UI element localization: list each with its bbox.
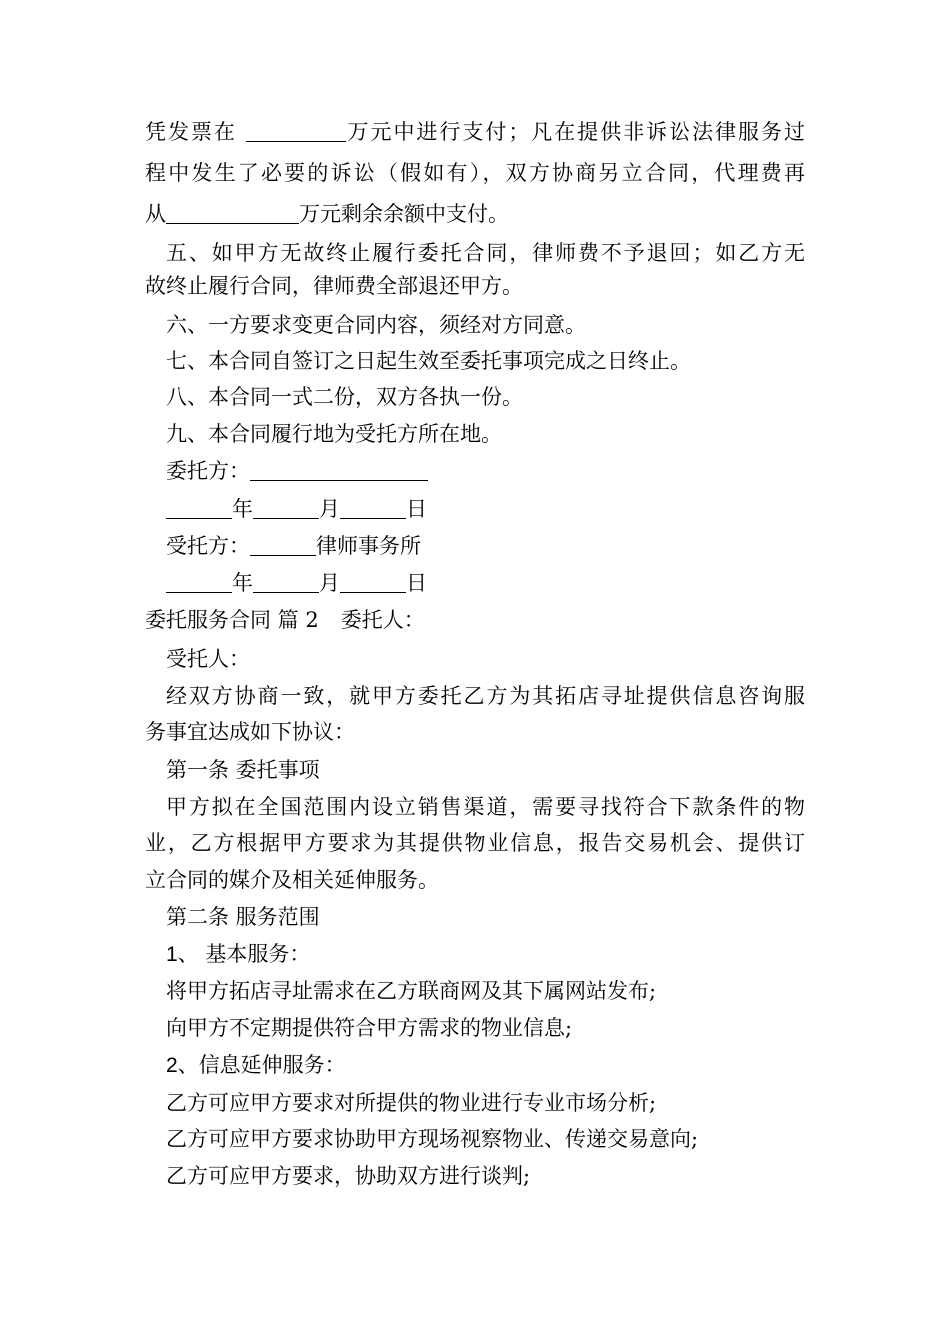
text-segment: 凭发票在	[145, 120, 237, 144]
year-label: 年	[232, 497, 253, 521]
day-blank	[340, 498, 406, 519]
article-1-line-1: 甲方拟在全国范围内设立销售渠道，需要寻找符合下款条件的物	[166, 795, 805, 819]
extended-services-title: 信息延伸服务：	[198, 1053, 346, 1077]
text-segment: 万元剩余余额中支付。	[299, 202, 509, 226]
text-segment: 从	[145, 202, 166, 226]
day-blank	[340, 572, 406, 593]
fee-paragraph-line-1	[145, 117, 805, 147]
extended-service-item-3: 乙方可应甲方要求，协助双方进行谈判;	[166, 1164, 531, 1188]
fee-paragraph-line-2: 程中发生了必要的诉讼（假如有），双方协商另立合同，代理费再	[145, 161, 805, 185]
principal-label: 委托人：	[340, 608, 425, 632]
amount-blank	[166, 203, 299, 224]
clause-7: 七、本合同自签订之日起生效至委托事项完成之日终止。	[166, 349, 691, 373]
client-signature-line	[166, 456, 428, 486]
basic-service-item-1: 将甲方拓店寻址需求在乙方联商网及其下属网站发布;	[166, 979, 657, 1003]
month-blank	[253, 498, 319, 519]
date-line-1	[166, 494, 427, 524]
day-label: 日	[406, 571, 427, 595]
year-blank	[166, 498, 232, 519]
extended-services-heading	[166, 1050, 346, 1081]
intro-line-2: 务事宜达成如下协议：	[145, 720, 355, 744]
month-blank	[253, 572, 319, 593]
client-name-blank	[250, 460, 428, 481]
article-2-title: 第二条 服务范围	[166, 905, 320, 929]
article-1-line-3: 立合同的媒介及相关延伸服务。	[145, 868, 439, 892]
agent-signature-line	[166, 531, 421, 561]
item-number: 1、	[166, 943, 199, 966]
year-blank	[166, 572, 232, 593]
agent-label-line: 受托人：	[166, 647, 250, 671]
day-label: 日	[406, 497, 427, 521]
item-number: 2、	[166, 1054, 199, 1077]
clause-9: 九、本合同履行地为受托方所在地。	[166, 422, 502, 446]
agent-name-blank	[250, 535, 316, 556]
basic-service-item-2: 向甲方不定期提供符合甲方需求的物业信息;	[166, 1016, 573, 1040]
article-1-line-2: 业，乙方根据甲方要求为其提供物业信息，报告交易机会、提供订	[145, 831, 805, 855]
clause-6: 六、一方要求变更合同内容，须经对方同意。	[166, 313, 586, 337]
clause-5-line-1: 五、如甲方无故终止履行委托合同，律师费不予退回；如乙方无	[166, 241, 805, 265]
agent-label: 受托方：	[166, 534, 250, 558]
clause-8: 八、本合同一式二份，双方各执一份。	[166, 385, 523, 409]
extended-service-item-2: 乙方可应甲方要求协助甲方现场视察物业、传递交易意向;	[166, 1127, 699, 1151]
client-label: 委托方：	[166, 459, 250, 483]
basic-services-title: 基本服务：	[205, 942, 311, 966]
clause-5-line-2: 故终止履行合同，律师费全部退还甲方。	[145, 274, 523, 298]
basic-services-heading	[166, 939, 310, 970]
month-label: 月	[319, 497, 340, 521]
fee-paragraph-line-3	[145, 199, 509, 229]
month-label: 月	[319, 571, 340, 595]
year-label: 年	[232, 571, 253, 595]
law-firm-label: 律师事务所	[316, 534, 421, 558]
extended-service-item-1: 乙方可应甲方要求对所提供的物业进行专业市场分析;	[166, 1091, 657, 1115]
amount-blank	[246, 121, 346, 142]
date-line-2	[166, 568, 427, 598]
contract-2-heading-line	[145, 605, 425, 635]
text-segment: 万元中进行支付；凡在提供非诉讼法律服务过	[345, 120, 805, 144]
intro-line-1: 经双方协商一致，就甲方委托乙方为其拓店寻址提供信息咨询服	[166, 684, 805, 708]
article-1-title: 第一条 委托事项	[166, 758, 320, 782]
contract-2-heading: 委托服务合同 篇 2	[145, 608, 319, 632]
